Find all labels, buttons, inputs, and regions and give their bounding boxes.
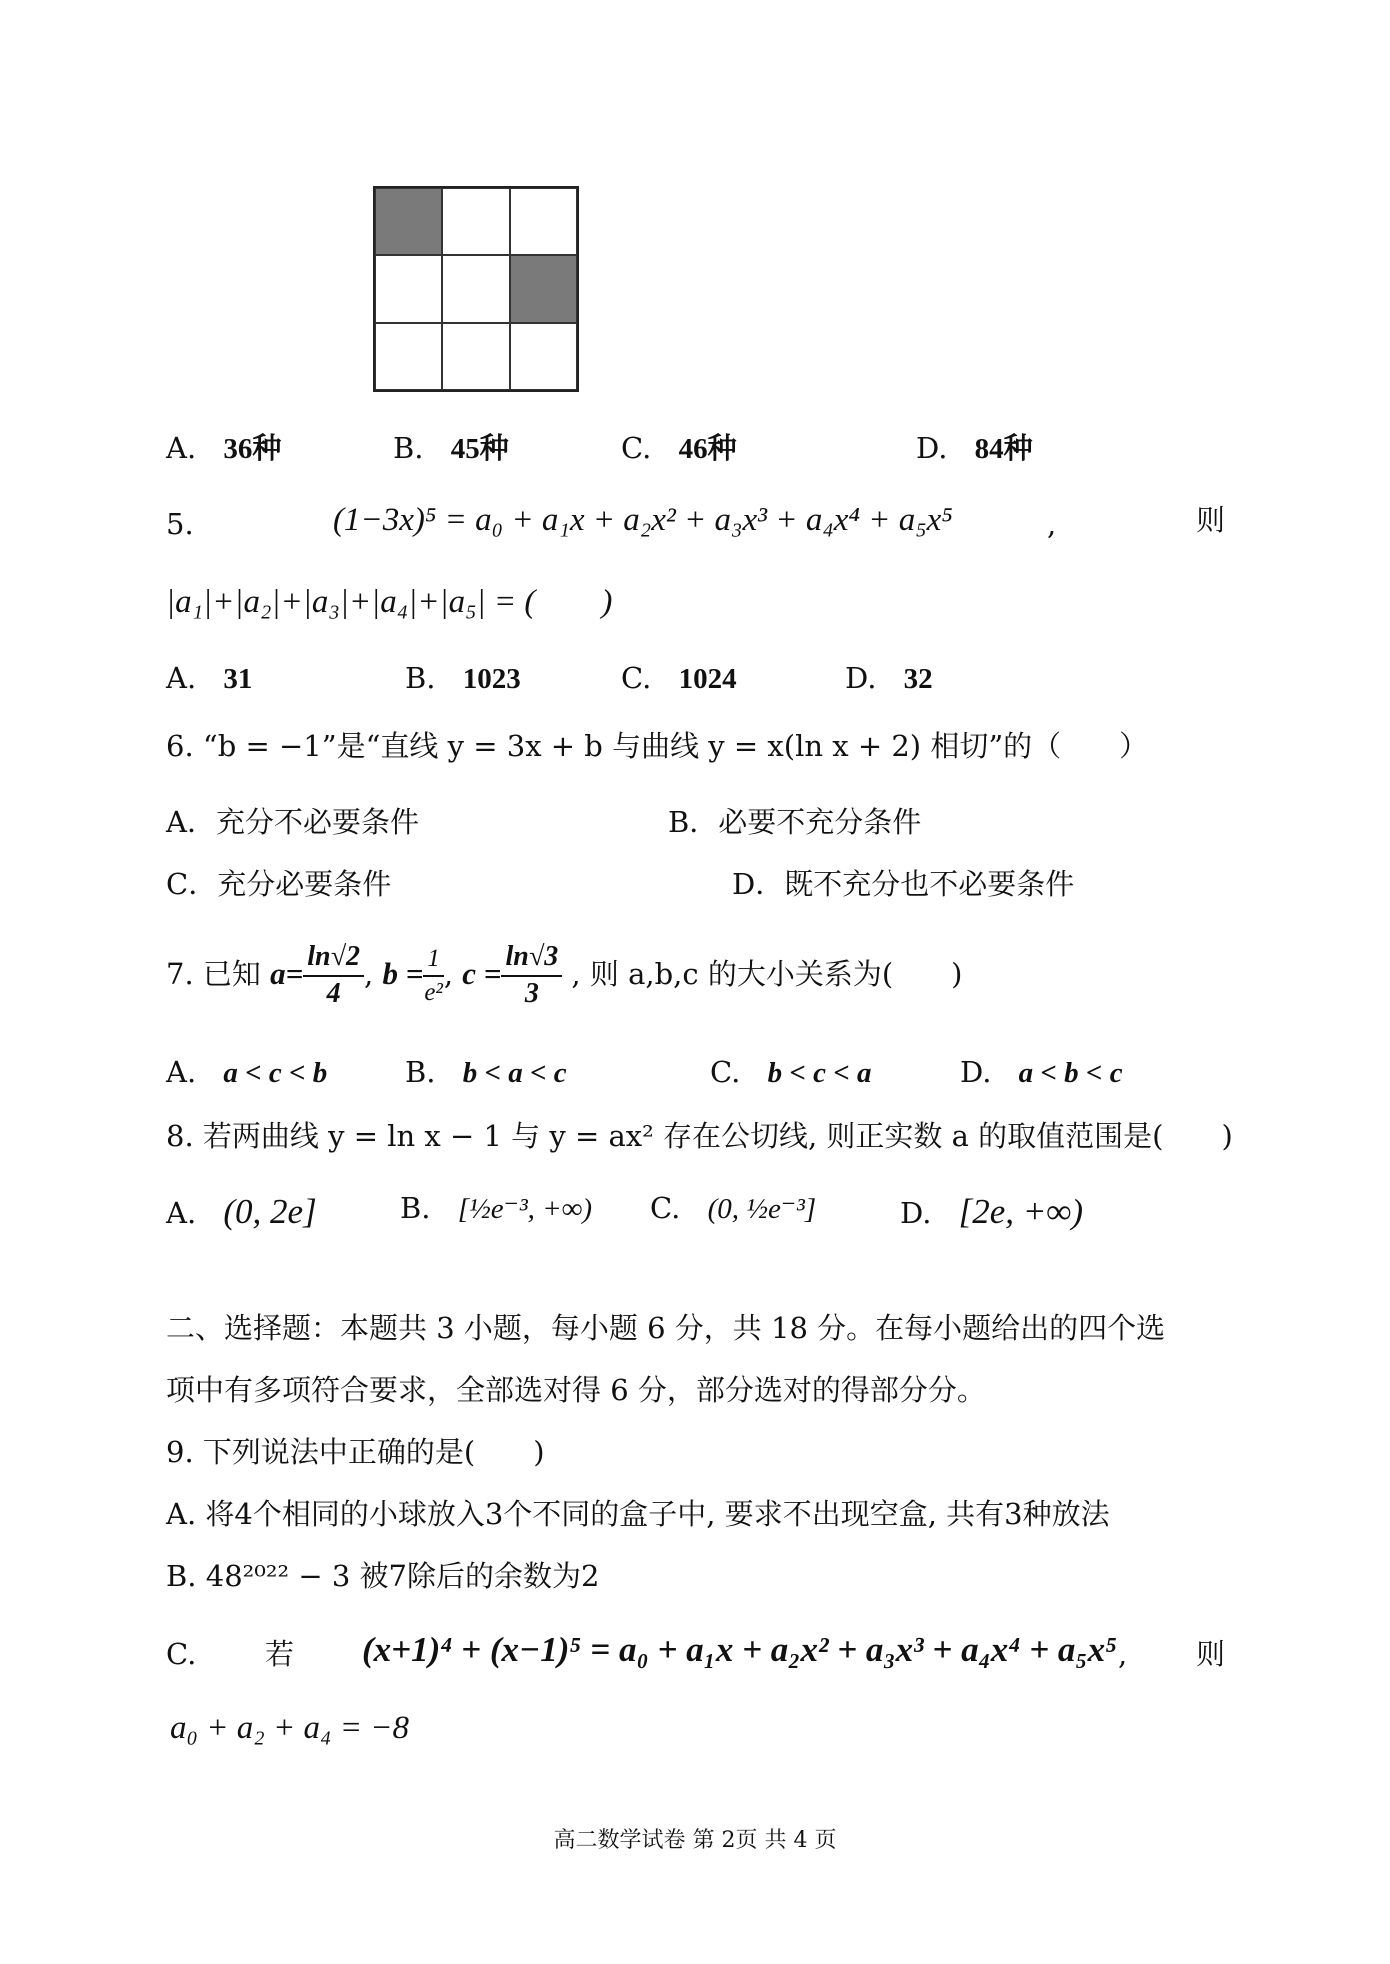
q5-number: 5. [166,507,194,541]
q7-option-d: D. a < b < c [960,1055,1123,1089]
q4-option-c: C. 46种 [621,431,737,465]
q4-option-d: D. 84种 [916,431,1033,465]
q7-option-a: A. a < c < b [166,1055,328,1089]
q5-option-b: B. 1023 [405,661,521,695]
grid-cell-empty [442,255,509,322]
q6-option-c: C．充分必要条件 [166,867,392,901]
section2-line2: 项中有多项符合要求，全部选对得 6 分，部分选对的得部分分。 [166,1373,986,1407]
q9-option-c-tail: a₀ + a₂ + a₄ = −8 [170,1710,409,1746]
grid-cell-empty [442,188,509,255]
page-footer: 高二数学试卷 第 2页 共 4 页 [553,1828,837,1853]
grid-cell-empty [510,323,577,390]
q8-stem: 8. 若两曲线 y = ln x − 1 与 y = ax² 存在公切线, 则正实数 a 的取值范围是( ) [166,1119,1233,1153]
q9-stem: 9. 下列说法中正确的是( ) [166,1435,545,1469]
q7-fraction-a: $\frac{\ln√2}{4}$ [303,942,364,1010]
shaded-grid-figure [373,186,579,392]
q5-equation: (1−3x)⁵ = a₀ + a₁x + a₂x² + a₃x³ + a₄x⁴ + a₅x⁵ [333,502,953,538]
q8-option-d: D. [2e, +∞) [900,1192,1084,1231]
q6-option-a: A．充分不必要条件 [166,805,419,839]
q5-abs-sum: |a₁|+|a₂|+|a₃|+|a₄|+|a₅| = ( ) [166,584,613,620]
q5-ze: 则 [1196,503,1226,537]
q9-option-c-equation: (x+1)⁴ + (x−1)⁵ = a₀ + a₁x + a₂x² + a₃x³ + a₄x⁴ + a₅x⁵ [362,1630,1118,1669]
q5-option-c: C. 1024 [621,661,737,695]
q7-fraction-b: $\frac{1}{\text{e²}}$ [424,945,443,1006]
q5-comma: , [1047,507,1057,541]
section2-line1: 二、选择题：本题共 3 小题，每小题 6 分，共 18 分。在每小题给出的四个选 [166,1311,1166,1345]
grid-cell-empty [375,255,442,322]
q6-option-d: D．既不充分也不必要条件 [732,867,1075,901]
q8-option-c: C. (0, ½e⁻³] [650,1191,817,1225]
q5-option-d: D. 32 [845,661,933,695]
q9-option-b: B. 48²⁰²² − 3 被7除后的余数为2 [166,1559,600,1593]
q9-option-a: A. 将4个相同的小球放入3个不同的盒子中, 要求不出现空盒, 共有3种放法 [166,1497,1110,1531]
q8-option-a: A. (0, 2e] [166,1192,317,1231]
q4-option-b: B. 45种 [393,431,509,465]
q4-option-a: A. 36种 [166,431,282,465]
q7-option-b: B. b < a < c [405,1055,567,1089]
grid-cell-empty [375,323,442,390]
q7-fraction-c: $\frac{\ln√3}{3}$ [501,942,562,1010]
grid-cell-empty [442,323,509,390]
q7-stem: 7. 已知 a= $\frac{\ln√2}{4}$ , b = $\frac{1}{\text{e²}}$ , c = $\frac{\ln√3}{3}$ , 则 a,b,c 的大小关系为( ) [166,941,963,1009]
grid-cell-shaded [510,255,577,322]
grid-cell-shaded [375,188,442,255]
grid-cell-empty [510,188,577,255]
q8-option-b: B. [½e⁻³, +∞) [400,1191,593,1225]
q7-option-c: C. b < c < a [710,1055,872,1089]
q5-option-a: A. 31 [166,661,253,695]
q9-option-c-label: C. [166,1637,197,1671]
q6-option-b: B．必要不充分条件 [668,805,922,839]
q9-option-c-ze: 则 [1196,1637,1226,1671]
q9-option-c-comma: , [1118,1637,1128,1671]
q6-stem: 6. “b = −1”是“直线 y = 3x + b 与曲线 y = x(ln x + 2) 相切”的（ ） [166,729,1149,763]
q9-option-c-ruo: 若 [265,1637,295,1671]
